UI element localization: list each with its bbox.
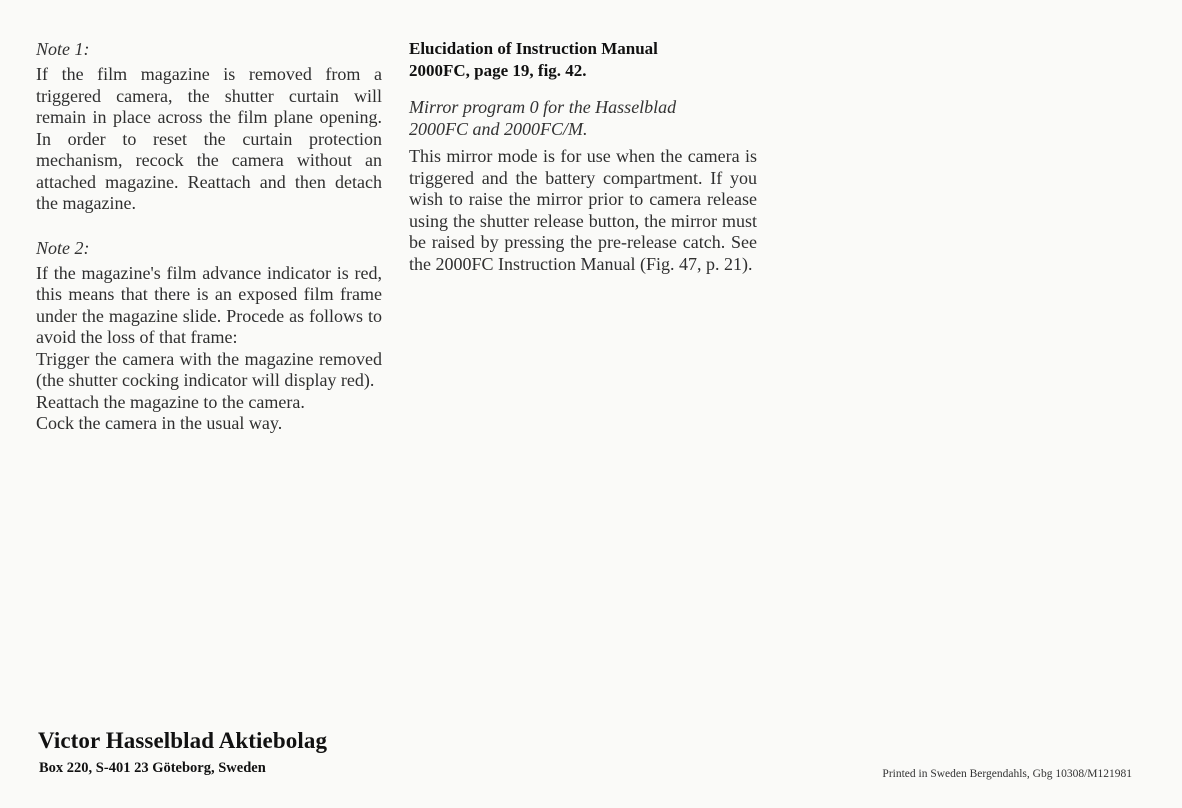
left-column [36, 38, 382, 435]
section-title-line-1: Elucidation of Instruction Manual [409, 39, 658, 58]
note-2-text: If the magazine's film advance indicator is red, this means that there is an exposed film frame under the magazine slide. Procede as follows to avoid the loss of that frame: [36, 262, 382, 347]
step-3: Cock the camera in the usual way. [36, 413, 283, 433]
note-2-heading: Note 2: [36, 237, 90, 258]
subsection-heading-line-2: 2000FC and 2000FC/M. [409, 118, 588, 139]
section-title-line-2: 2000FC, page 19, fig. 42. [409, 60, 587, 80]
step-2: Reattach the magazine to the camera. [36, 391, 305, 412]
right-column [409, 38, 757, 275]
mirror-program-text: This mirror mode is for use when the camera is triggered and the battery compartment. If you wish to raise the mirror prior to camera release using the shutter release button, the mirror must be raised by pressing the pre-release catch. See the 2000FC Instruction Manual (Fig. 47, p. 21). [409, 146, 757, 274]
subsection-heading-line-1: Mirror program 0 for the Hasselblad [409, 97, 677, 117]
note-1-text: If the film magazine is removed from a triggered camera, the shutter curtain will remain in place across the film plane opening. In order to reset the curtain protection mechanism, recock the camera without an attached magazine. Reattach and then detach the magazine. [36, 64, 382, 213]
note-1-heading: Note 1: [36, 39, 90, 59]
subsection-heading [409, 97, 757, 140]
company-address: Box 220, S-401 23 Göteborg, Sweden [39, 760, 266, 776]
step-1: Trigger the camera with the magazine removed (the shutter cocking indicator will display red). [36, 348, 382, 390]
print-info: Printed in Sweden Bergendahls, Gbg 10308/M121981 [882, 768, 1132, 780]
company-name: Victor Hasselblad Aktiebolag [38, 728, 328, 753]
